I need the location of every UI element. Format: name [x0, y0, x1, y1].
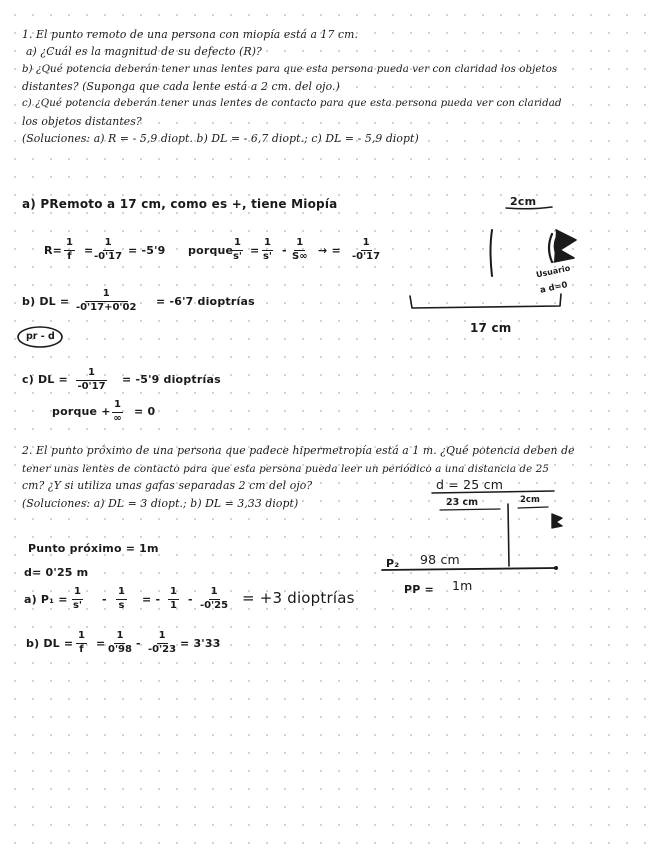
denominator: s': [72, 599, 82, 611]
formula-text: a) P₁ =: [24, 593, 68, 606]
numerator: 1: [76, 368, 107, 381]
lens-line: [508, 504, 509, 566]
formula-result: = +3 dioptrías: [242, 589, 355, 607]
problem-2-line: tener unas lentes de contacto para que esta persona pueda leer un periódico a una distancia de 25: [22, 463, 549, 475]
dimension-bracket: [410, 294, 561, 308]
problem-1-line: distantes? (Suponga que cada lente está a 2 cm. del ojo.): [22, 80, 340, 93]
circled-note: pr - d: [26, 331, 55, 342]
underline: [506, 207, 552, 209]
point-marker: [554, 566, 558, 570]
note-circle: [18, 327, 62, 347]
denominator: s: [118, 599, 125, 611]
formula-text: R=: [44, 244, 63, 257]
formula-text: =: [84, 244, 94, 257]
diagram-label: 23 cm: [446, 497, 479, 508]
denominator: -0'17+0'02: [76, 301, 137, 313]
numerator: 1: [209, 587, 220, 600]
eye-icon: [549, 230, 576, 262]
denominator: s': [232, 250, 242, 262]
denominator: -0'25: [200, 599, 229, 611]
formula-text: -: [188, 593, 193, 606]
problem-1-line: b) ¿Qué potencia deberán tener unas lentes para que esta persona pueda ver con claridad los objetos: [22, 64, 558, 75]
diagram-label: 98 cm: [420, 552, 460, 567]
formula-text: Punto próximo = 1m: [28, 542, 159, 555]
problem-1-line: a) ¿Cuál es la magnitud de su defecto (R)?: [26, 45, 262, 58]
numerator: 1: [262, 238, 273, 251]
diagram-label: 2cm: [510, 195, 537, 208]
denominator: s': [262, 250, 272, 262]
eye-icon: [552, 514, 562, 528]
formula-text: -: [102, 593, 107, 606]
problem-1-line: c) ¿Qué potencia deberán tener unas lentes de contacto para que esta persona pueda ver con claridad: [22, 98, 562, 109]
denominator: f: [67, 250, 72, 262]
diagram-label: Usuario: [535, 263, 572, 280]
denominator: -0'17: [94, 250, 123, 262]
formula-text: b) DL =: [26, 637, 74, 650]
diagram-label: 1m: [452, 578, 473, 593]
denominator: f: [79, 643, 84, 655]
problem-2-line: cm? ¿Y si utiliza unas gafas separadas 2 cm del ojo?: [22, 479, 313, 492]
formula-text: = 0: [134, 405, 156, 418]
problem-1-line: 1. El punto remoto de una persona con miopía está a 17 cm.: [22, 28, 359, 41]
formula-text: = -: [142, 593, 161, 606]
problem-2-line: 2. El punto próximo de una persona que padece hipermetropía está a 1 m. ¿Qué potencia deben de: [22, 444, 575, 457]
numerator: 1: [112, 400, 123, 413]
formula-text: -: [282, 244, 287, 257]
denominator: 0'98: [108, 643, 132, 655]
diagram-label: PP =: [404, 583, 434, 596]
numerator: 1: [168, 587, 179, 600]
numerator: 1: [114, 631, 125, 644]
numerator: 1: [103, 238, 114, 251]
denominator: ∞: [113, 412, 122, 424]
numerator: 1: [116, 587, 127, 600]
formula-text: -: [136, 637, 141, 650]
diagram-label: d = 25 cm: [436, 477, 504, 492]
problem-2-solutions: (Soluciones: a) DL = 3 diopt.; b) DL = 3,33 diopt): [22, 497, 299, 510]
underline: [432, 491, 554, 493]
diagram-label: P₂: [386, 557, 400, 570]
formula-text: b) DL =: [22, 295, 70, 308]
solution-1-heading: a) PRemoto a 17 cm, como es +, tiene Miopía: [22, 197, 338, 211]
formula-text: → =: [318, 244, 341, 257]
diagram-label: 17 cm: [470, 321, 512, 335]
formula-text: =: [250, 244, 260, 257]
denominator: -0'23: [148, 643, 177, 655]
formula-text: porque +: [52, 405, 111, 418]
numerator: 1: [85, 289, 128, 302]
diagram-label: a d=0: [539, 280, 569, 296]
denominator: S∞: [292, 250, 308, 262]
problem-1-line: los objetos distantes?: [22, 115, 142, 128]
denominator: -0'17: [77, 380, 106, 392]
formula-text: d= 0'25 m: [24, 566, 89, 579]
numerator: 1: [157, 631, 168, 644]
numerator: 1: [232, 238, 243, 251]
underline: [518, 507, 548, 508]
denominator: -0'17: [352, 250, 381, 262]
formula-result: = 3'33: [180, 637, 221, 650]
numerator: 1: [72, 587, 83, 600]
formula-text: =: [96, 637, 106, 650]
formula-text: porque: [188, 244, 234, 257]
lens-line: [491, 230, 493, 276]
formula-result: = -5'9 dioptrías: [122, 373, 221, 386]
numerator: 1: [294, 238, 305, 251]
axis-line: [382, 568, 556, 570]
numerator: 1: [76, 631, 87, 644]
problem-1-solutions: (Soluciones: a) R = - 5,9 diopt. b) DL = - 6,7 diopt.; c) DL = - 5,9 diopt): [22, 132, 419, 145]
formula-result: = -6'7 dioptrías: [156, 295, 255, 308]
numerator: 1: [64, 238, 75, 251]
formula-result: = -5'9: [128, 244, 166, 257]
denominator: 1: [170, 599, 177, 611]
formula-text: c) DL =: [22, 373, 68, 386]
underline: [440, 509, 500, 510]
numerator: 1: [361, 238, 372, 251]
diagram-label: 2cm: [520, 495, 540, 505]
